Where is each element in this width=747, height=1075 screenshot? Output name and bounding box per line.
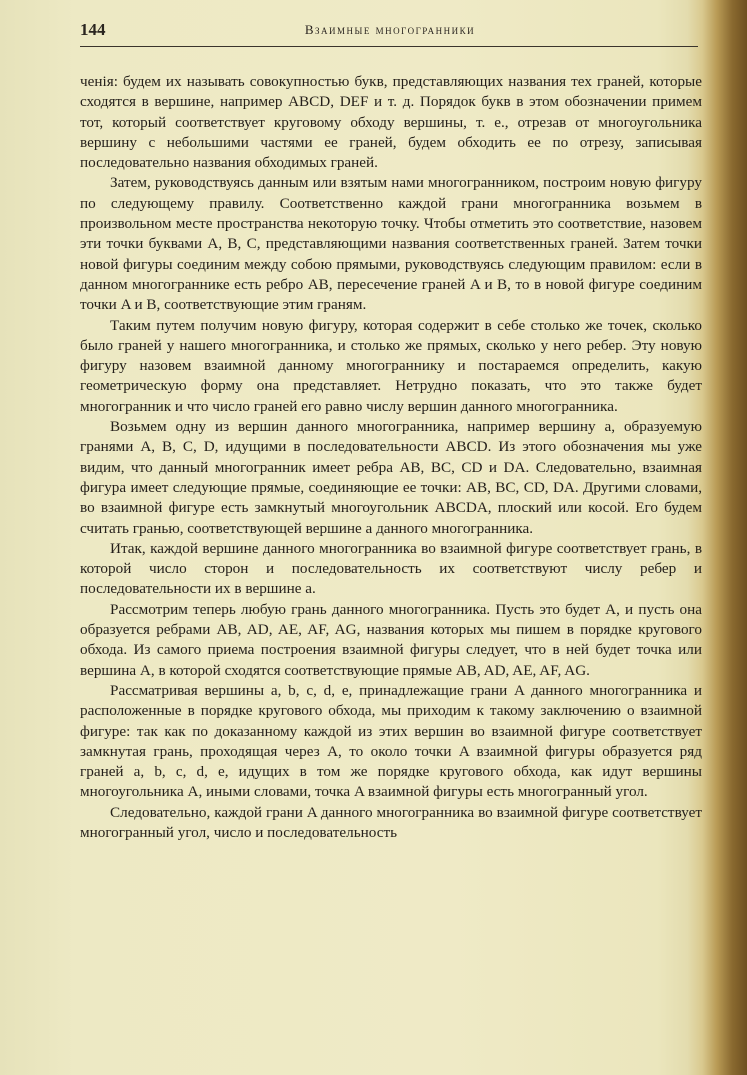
paragraph: Затем, руководствуясь данным или взятым нами многогранником, построим новую фигуру по следующему правилу. Соответственно каждой грани многогранника возьмем в произвольном месте пространства некоторую точку. Чтобы отметить это соответствие, назовем эти точки буквами A, B, C, представляющими названия соответственных граней. Затем точки новой фигуры соединим между собою прямыми, руководствуясь следующим правилом: если в данном многограннике есть ребро AB, пересечение граней A и B, то в новой фигуре соединим точки A и B, соответствующие этим граням. (80, 174, 703, 314)
paragraph: Возьмем одну из вершин данного многогранника, например вершину a, образуемую гранями A, B, C, D, идущими в последовательности ABCD. Из этого обозначения мы уже видим, что данный многогранник имеет ребра AB, BC, CD и DA. Следовательно, взаимная фигура имеет следующие прямые, соединяющие ее точки: AB, BC, CD, DA. Другими словами, во взаимной фигуре есть замкнутый многоугольник ABCDA, плоский или косой. Его будем считать гранью, соответствующей вершине a данного многогранника. (80, 418, 702, 537)
header-rule (80, 46, 698, 47)
paragraph: Рассматривая вершины a, b, c, d, e, принадлежащие грани A данного многогранника и расположенные в порядке кругового обхода, мы приходим к такому заключению о взаимной фигуре: так как по доказанному каждой из этих вершин во взаимной фигуре соответствует замкнутая грань, проходящая через A, то около точки A взаимной фигуры образуется ряд граней a, b, c, d, e, идущих в том же порядке кругового обхода, как идут вершины многоугольника A, иными словами, точка A взаимной фигуры есть многогранный угол. (80, 681, 702, 801)
paragraph: Рассмотрим теперь любую грань данного многогранника. Пусть это будет A, и пусть она образуется ребрами AB, AD, AE, AF, AG, названия которых мы пишем в порядке кругового обхода. Из самого приема построения взаимной фигуры следует, что в ней будет точка или вершина A, в которой сходятся соответствующие прямые AB, AD, AE, AF, AG. (80, 600, 702, 679)
page-number: 144 (80, 20, 106, 39)
running-title: Взаимные многогранники (304, 22, 476, 37)
paragraph: Следовательно, каждой грани A данного многогранника во взаимной фигуре соответствует многогранный угол, число и последовательность (80, 803, 702, 841)
paragraph: ченія: будем их называть совокупностью букв, представляющих названия тех граней, которые сходятся в вершине, например ABCD, DEF и т. д. Порядок букв в этом обозначении примем тот, который соответствует круговому обходу вершины, т. е., отрезав от многоугольника вершину с небольшими частями ее граней, будем обходить ее по отрезу, записывая последовательно названия обходимых граней. (80, 73, 702, 172)
page-header (80, 18, 700, 46)
body-text (80, 72, 702, 843)
paragraph: Таким путем получим новую фигуру, которая содержит в себе столько же точек, сколько было граней у нашего многогранника, и столько же прямых, сколько у него ребер. Эту новую фигуру назовем взаимной данному многограннику и постараемся определить, какую геометрическую форму она представляет. Нетрудно показать, что это также будет многогранник и что число граней его равно числу вершин данного многогранника. (80, 316, 702, 415)
paragraph: Итак, каждой вершине данного многогранника во взаимной фигуре соответствует грань, в которой число сторон и последовательность их соответствуют числу ребер и последовательности их в вершине a. (80, 539, 702, 598)
